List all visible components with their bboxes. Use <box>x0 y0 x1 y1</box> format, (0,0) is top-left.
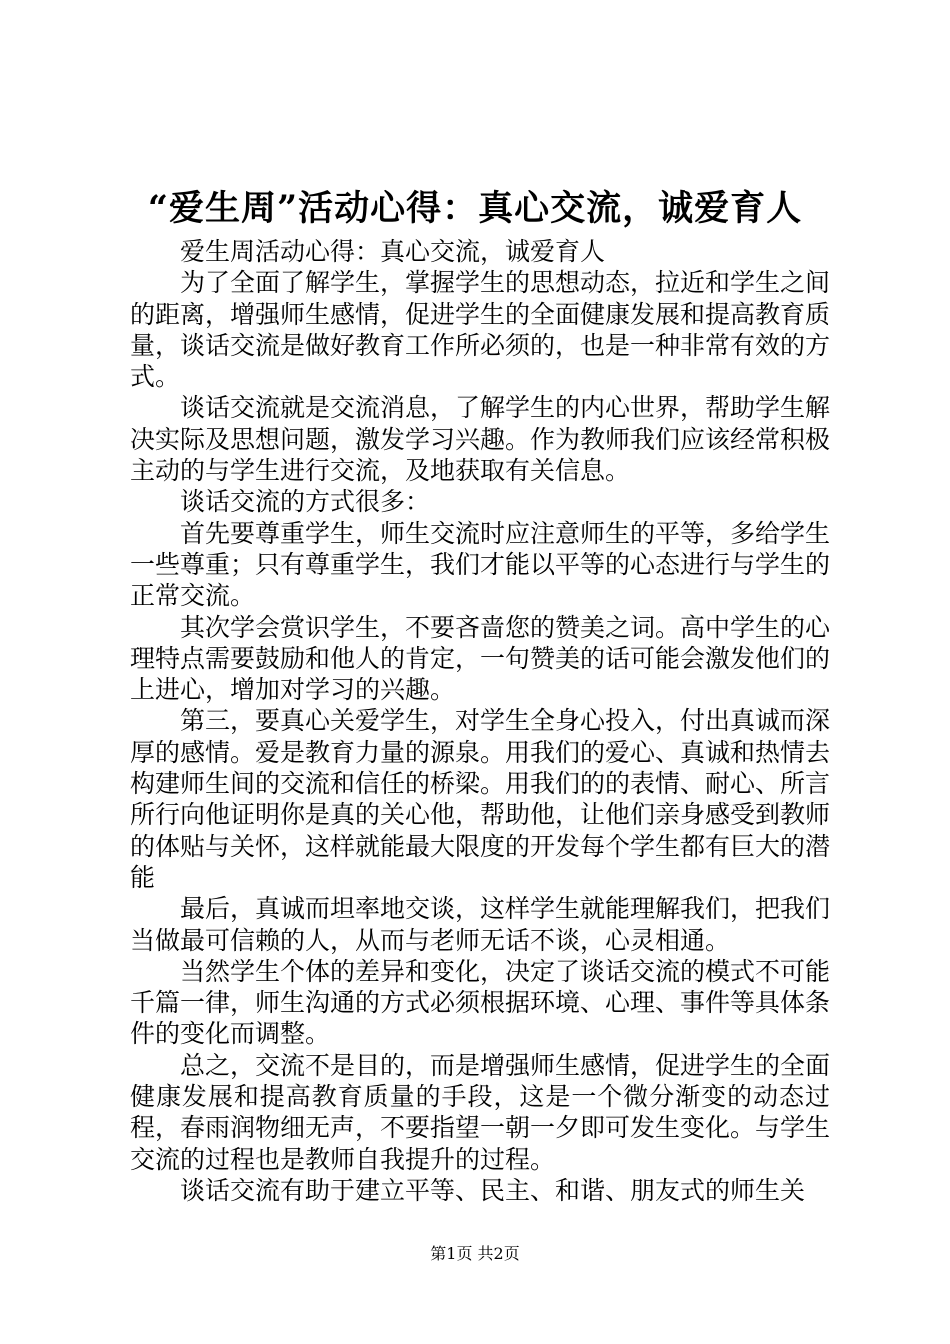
paragraph: 谈话交流有助于建立平等、民主、和谐、朋友式的师生关 <box>180 1175 806 1205</box>
paragraph: 爱生周活动心得：真心交流，诚爱育人 <box>180 237 606 266</box>
paragraph: 为了全面了解学生，掌握学生的思想动态，拉近和学生之间的距离，增强师生感情，促进学生的全面健康发展和提高教育质量，谈话交流是做好教育工作所必须的，也是一种非常有效的方式。 <box>130 268 831 392</box>
paragraph: 最后，真诚而坦率地交谈，这样学生就能理解我们，把我们当做最可信赖的人，从而与老师无话不谈，心灵相通。 <box>130 894 831 955</box>
paragraph: 其次学会赏识学生，不要吝啬您的赞美之词。高中学生的心理特点需要鼓励和他人的肯定，一句赞美的话可能会激发他们的上进心，增加对学习的兴趣。 <box>130 612 831 705</box>
paragraph: 第三，要真心关爱学生，对学生全身心投入，付出真诚而深厚的感情。爱是教育力量的源泉。用我们的爱心、真诚和热情去构建师生间的交流和信任的桥梁。用我们的的表情、耐心、所言所行向他证明你是真的关心他，帮助他，让他们亲身感受到教师的体贴与关怀，这样就能最大限度的开发每个学生都有巨大的潜能 <box>130 706 831 892</box>
paragraph: 当然学生个体的差异和变化，决定了谈话交流的模式不可能千篇一律，师生沟通的方式必须根据环境、心理、事件等具体条件的变化而调整。 <box>130 956 831 1049</box>
paragraph: 谈话交流就是交流消息，了解学生的内心世界，帮助学生解决实际及思想问题，激发学习兴趣。作为教师我们应该经常积极主动的与学生进行交流，及地获取有关信息。 <box>130 393 831 486</box>
document-body <box>130 236 830 1206</box>
document-title: “爱生周”活动心得：真心交流，诚爱育人 <box>147 188 803 229</box>
paragraph: 总之，交流不是目的，而是增强师生感情，促进学生的全面健康发展和提高教育质量的手段，这是一个微分渐变的动态过程，春雨润物细无声，不要指望一朝一夕即可发生变化。与学生交流的过程也是教师自我提升的过程。 <box>130 1050 831 1174</box>
page-footer: 第1页 共2页 <box>430 1244 520 1263</box>
paragraph: 首先要尊重学生，师生交流时应注意师生的平等，多给学生一些尊重；只有尊重学生，我们才能以平等的心态进行与学生的正常交流。 <box>130 518 831 611</box>
paragraph: 谈话交流的方式很多： <box>180 487 431 517</box>
